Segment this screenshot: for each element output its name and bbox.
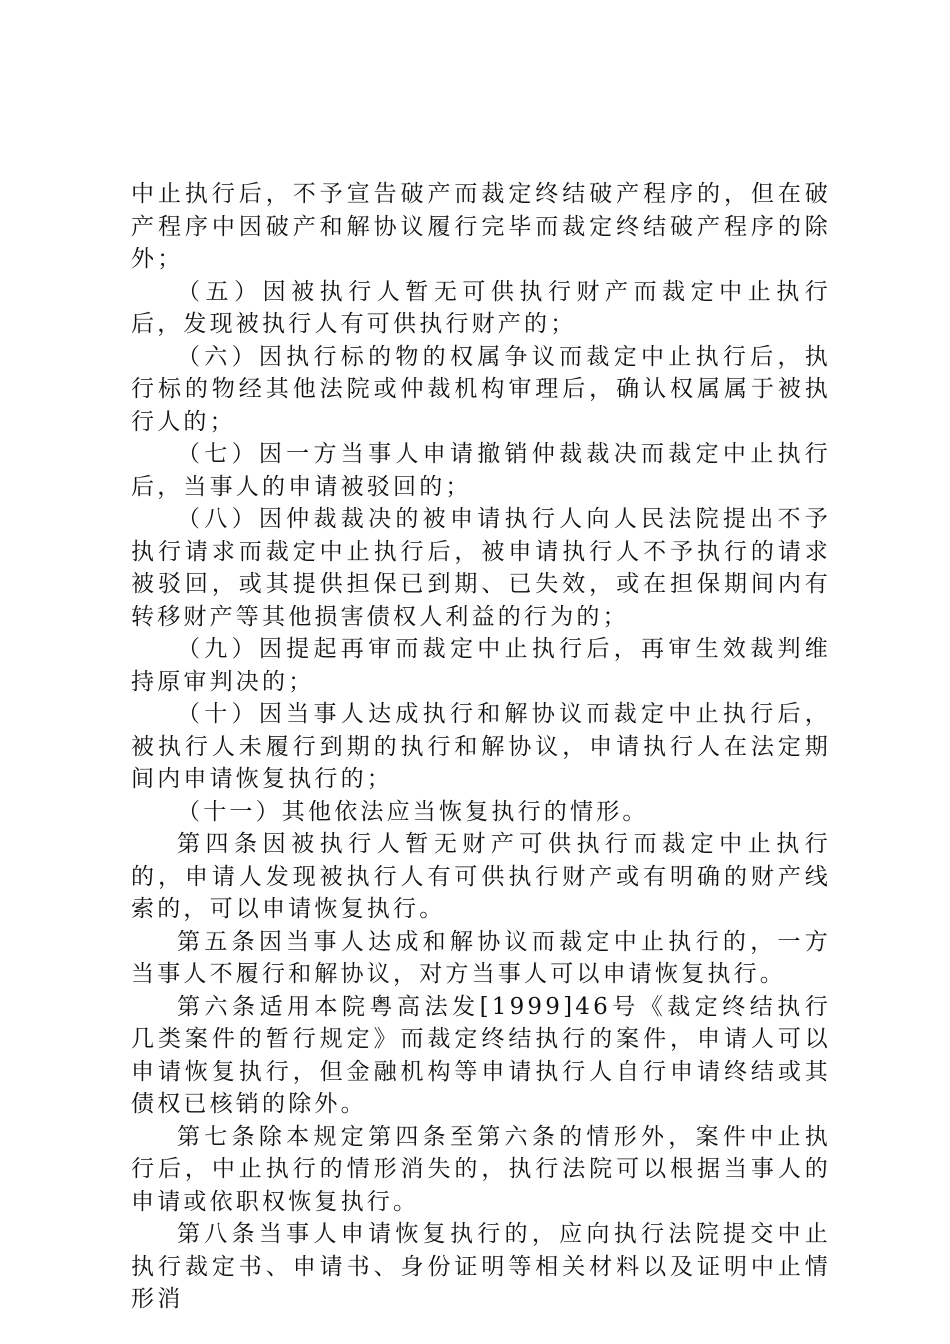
paragraph-article-4: 第四条因被执行人暂无财产可供执行而裁定中止执行的，申请人发现被执行人有可供执行财产或有明确的财产线索的，可以申请恢复执行。 [131, 831, 831, 922]
paragraph-article-8: 第八条当事人申请恢复执行的，应向执行法院提交中止执行裁定书、申请书、身份证明等相关材料以及证明中止情形消 [131, 1221, 831, 1312]
paragraph-item-5: （五）因被执行人暂无可供执行财产而裁定中止执行后，发现被执行人有可供执行财产的； [131, 278, 831, 337]
paragraph-article-5: 第五条因当事人达成和解协议而裁定中止执行的，一方当事人不履行和解协议，对方当事人可以申请恢复执行。 [131, 928, 831, 987]
paragraph-article-7: 第七条除本规定第四条至第六条的情形外，案件中止执行后，中止执行的情形消失的，执行法院可以根据当事人的申请或依职权恢复执行。 [131, 1123, 831, 1215]
paragraph-item-6: （六）因执行标的物的权属争议而裁定中止执行后，执行标的物经其他法院或仲裁机构审理后，确认权属属于被执行人的； [131, 343, 831, 435]
paragraph-item-10: （十）因当事人达成执行和解协议而裁定中止执行后，被执行人未履行到期的执行和解协议，申请执行人在法定期间内申请恢复执行的； [131, 701, 831, 792]
paragraph-article-6: 第六条适用本院粤高法发[1999]46号《裁定终结执行几类案件的暂行规定》而裁定终结执行的案件，申请人可以申请恢复执行，但金融机构等申请执行人自行申请终结或其债权已核销的除外。 [131, 993, 831, 1117]
paragraph-item-8: （八）因仲裁裁决的被申请执行人向人民法院提出不予执行请求而裁定中止执行后，被申请执行人不予执行的请求被驳回，或其提供担保已到期、已失效，或在担保期间内有转移财产等其他损害债权人利益的行为的； [131, 506, 831, 630]
paragraph-item-9: （九）因提起再审而裁定中止执行后，再审生效裁判维持原审判决的； [131, 636, 831, 695]
paragraph-continuation: 中止执行后，不予宣告破产而裁定终结破产程序的，但在破产程序中因破产和解协议履行完毕而裁定终结破产程序的除外； [131, 181, 831, 272]
paragraph-item-7: （七）因一方当事人申请撤销仲裁裁决而裁定中止执行后，当事人的申请被驳回的； [131, 441, 831, 500]
document-body [131, 178, 831, 1316]
paragraph-item-11: （十一）其他依法应当恢复执行的情形。 [177, 798, 649, 825]
